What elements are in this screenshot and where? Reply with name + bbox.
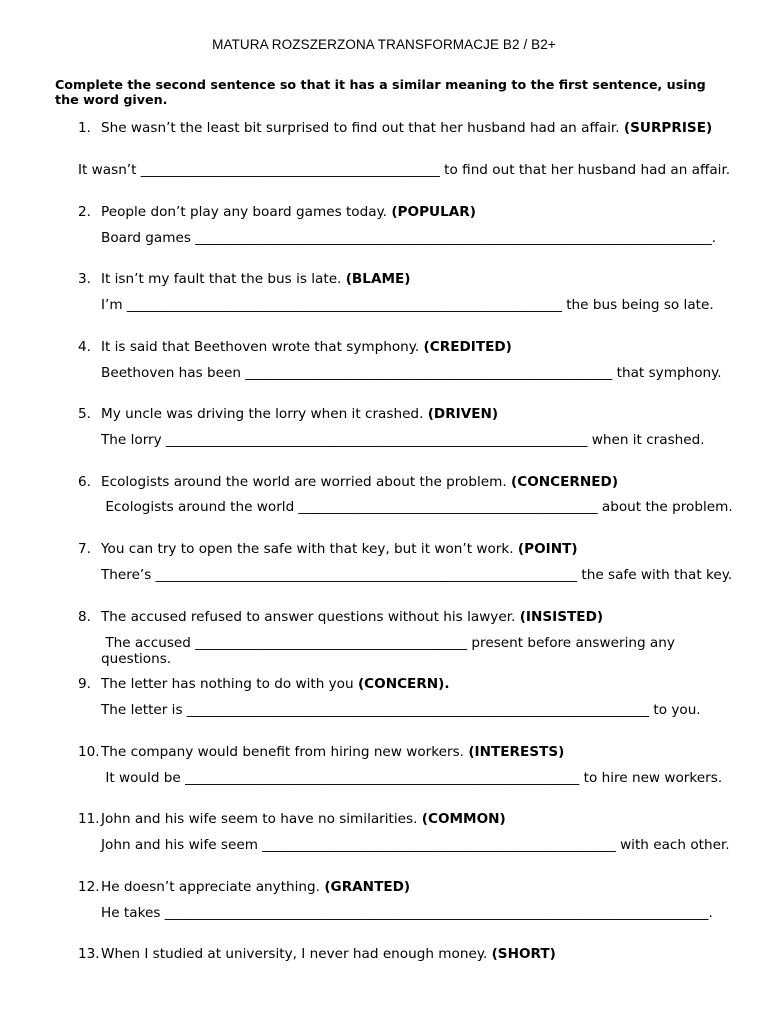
item-number: 5. [78, 406, 91, 422]
key-word: (DRIVEN) [427, 406, 499, 422]
key-word: (POPULAR) [391, 204, 476, 220]
item-number: 8. [78, 609, 91, 625]
key-word: (BLAME) [345, 271, 411, 287]
instructions: Complete the second sentence so that it has a similar meaning to the first sentence, using the word given. [55, 77, 706, 107]
answer-line[interactable]: There’s ______________________________________________________________ the safe with that key. [101, 567, 733, 583]
answer-line[interactable]: It wasn’t ____________________________________________ to find out that her husband had an affair. [78, 162, 731, 178]
item-question [101, 880, 736, 896]
item-number: 7. [78, 541, 91, 557]
question-text: It isn’t my fault that the bus is late. [101, 271, 342, 287]
item-question [101, 812, 736, 828]
item-question [101, 542, 736, 558]
item-question [101, 205, 736, 221]
answer-line[interactable]: John and his wife seem ____________________________________________________ with each other. [101, 837, 730, 853]
item-number: 12. [78, 879, 100, 895]
item-question [101, 677, 736, 693]
question-text: The accused refused to answer questions without his lawyer. [101, 609, 516, 625]
item-number: 4. [78, 339, 91, 355]
answer-line[interactable]: Ecologists around the world ____________________________________________ about the problem. [101, 499, 733, 515]
key-word: (SURPRISE) [623, 120, 713, 136]
key-word: (CONCERNED) [511, 474, 619, 490]
answer-line[interactable]: The lorry ______________________________________________________________ when it crashed. [101, 432, 705, 448]
item-number: 2. [78, 204, 91, 220]
key-word: (GRANTED) [324, 879, 411, 895]
page-title: MATURA ROZSZERZONA TRANSFORMACJE B2 / B2+ [212, 37, 556, 52]
answer-line[interactable]: Beethoven has been ______________________________________________________ that symphony. [101, 365, 722, 381]
item-question [101, 610, 736, 626]
question-text: Ecologists around the world are worried about the problem. [101, 474, 507, 490]
question-text: She wasn’t the least bit surprised to find out that her husband had an affair. [101, 120, 620, 136]
item-question [101, 947, 736, 963]
question-text: It is said that Beethoven wrote that symphony. [101, 339, 420, 355]
item-number: 13. [78, 946, 100, 962]
question-text: People don’t play any board games today. [101, 204, 388, 220]
key-word: (POINT) [517, 541, 578, 557]
key-word: (CREDITED) [423, 339, 512, 355]
item-number: 3. [78, 271, 91, 287]
key-word: (INTERESTS) [468, 744, 565, 760]
item-number: 9. [78, 676, 91, 692]
item-number: 10. [78, 744, 100, 760]
answer-line[interactable]: He takes ________________________________________________________________________________. [101, 905, 713, 921]
question-text: When I studied at university, I never had enough money. [101, 946, 488, 962]
question-text: The company would benefit from hiring new workers. [101, 744, 465, 760]
key-word: (CONCERN). [357, 676, 450, 692]
key-word: (SHORT) [491, 946, 556, 962]
question-text: You can try to open the safe with that key, but it won’t work. [101, 541, 514, 557]
key-word: (INSISTED) [519, 609, 604, 625]
answer-line[interactable]: I’m ________________________________________________________________ the bus being so late. [101, 297, 714, 313]
question-text: John and his wife seem to have no similarities. [101, 811, 418, 827]
item-question [101, 121, 736, 137]
item-question [101, 272, 736, 288]
answer-line[interactable]: The accused ________________________________________ present before answering any questions. [101, 635, 680, 667]
item-question [101, 340, 736, 356]
question-text: He doesn’t appreciate anything. [101, 879, 320, 895]
answer-line[interactable]: Board games ____________________________________________________________________________. [101, 230, 717, 246]
question-text: The letter has nothing to do with you [101, 676, 354, 692]
answer-line[interactable]: The letter is ____________________________________________________________________ to you. [101, 702, 701, 718]
question-text: My uncle was driving the lorry when it crashed. [101, 406, 424, 422]
item-number: 11. [78, 811, 100, 827]
item-number: 6. [78, 474, 91, 490]
item-question [101, 475, 736, 491]
item-question [101, 745, 736, 761]
item-number: 1. [78, 120, 91, 136]
answer-line[interactable]: It would be __________________________________________________________ to hire new workers. [101, 770, 723, 786]
key-word: (COMMON) [421, 811, 506, 827]
item-question [101, 407, 736, 423]
